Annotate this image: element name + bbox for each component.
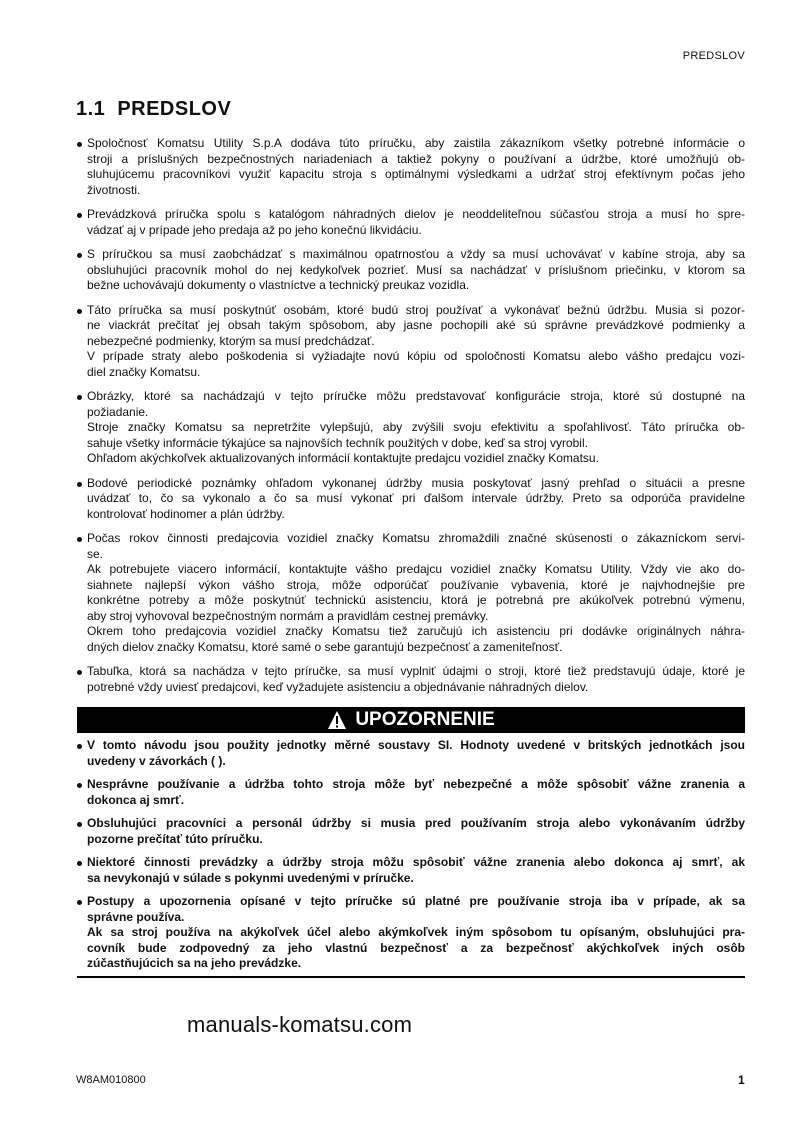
text-line: nebezpečné podmienky, ktorým sa musí predchádzať. xyxy=(87,333,375,348)
text-line: Tabuľka, ktorá sa nachádza v tejto príručke, sa musí vyplniť údajmi o stroji, ktoré tiež predstavujú údaje, ktoré je xyxy=(87,664,745,678)
text-line: covník bude zodpovedný za jeho vlastnú bezpečnosť a za bezpečnosť akýchkoľvek iných osôb xyxy=(87,940,745,955)
text-line: uvádzať to, čo sa vykonalo a čo sa musí vykonať pri ďalšom intervale údržby. Preto sa odporúča pravidelne xyxy=(87,491,745,505)
bullet-icon xyxy=(77,142,82,147)
section-number: 1.1 xyxy=(76,98,106,120)
running-header: PREDSLOV xyxy=(682,50,745,62)
bullet-item xyxy=(87,777,745,808)
warning-triangle-icon xyxy=(327,710,347,730)
bullet-icon xyxy=(77,253,82,258)
bullet-item xyxy=(87,303,745,381)
bullet-icon xyxy=(77,309,82,314)
text-line: Bodové periodické poznámky ohľadom vykonanej údržby musia poskytovať jasný prehľad o situácii a presne xyxy=(87,475,745,490)
bullet-item xyxy=(87,816,745,847)
text-line: zúčastňujúcich sa na jeho prevádzke. xyxy=(87,956,302,970)
text-line: siahnete najlepší výkon vášho stroja, môže odporúčať používanie vybavenia, ktoré je najvhodnejšie pre xyxy=(87,577,745,592)
text-line: Nesprávne používanie a údržba tohto stroja môže byť nebezpečné a môže spôsobiť vážne zranenia a xyxy=(87,777,745,791)
text-line: Ak sa stroj používa na akýkoľvek účel alebo akýmkoľvek iným spôsobom tu opísaným, obsluhujúci pra- xyxy=(87,925,745,939)
bullet-item xyxy=(87,664,745,695)
bullet-item xyxy=(87,738,745,769)
text-line: Spoločnosť Komatsu Utility S.p.A dodáva túto príručku, aby zaistila zákazníkom všetky potrebné informácie o xyxy=(87,136,745,150)
text-line: ne viackrát prečítať jej obsah takým spôsobom, aby jasne pochopili aké sú správne prevádzkové podmienky a xyxy=(87,318,745,332)
text-line: kontrolovať hodinomer a plán údržby. xyxy=(87,506,285,521)
bullet-icon xyxy=(77,822,82,827)
text-line: dokonca aj smrť. xyxy=(87,792,185,807)
section-title xyxy=(76,98,231,121)
text-line: bežne uchovávajú dokumenty o vlastníctve a technický preukaz vozidla. xyxy=(87,278,470,292)
bullet-icon xyxy=(77,482,82,487)
text-line: se. xyxy=(87,546,104,561)
text-line: správne používa. xyxy=(87,909,185,924)
text-line: obsluhujúci pracovník mohol do nej kedykoľvek pozrieť. Musí sa nachádzať v príslušnom priečinku, v ktorom sa xyxy=(87,262,745,277)
text-line: sahuje všetky informácie týkajúce sa najnovších techník použitých v dobe, keď sa stroj vyrobil. xyxy=(87,435,588,450)
text-line: sluhujúcemu pracovníkovi využiť kapacitu stroja s optimálnymi výsledkami a udržať stroj efektívnym počas jeho xyxy=(87,167,745,181)
bullet-item xyxy=(87,531,745,655)
bullet-item xyxy=(87,894,745,972)
text-line: aby stroj vyhovoval bezpečnostným normám a pravidlám cestnej premávky. xyxy=(87,608,489,623)
bullet-item xyxy=(87,136,745,198)
text-line: potrebné vždy uviesť predajcovi, keď vyžadujete asistenciu a objednávanie náhradných dielov. xyxy=(87,679,589,694)
text-line: diel značky Komatsu. xyxy=(87,364,201,379)
text-line: Obsluhujúci pracovníci a personál údržby si musia pred používaním stroja alebo vykonávaním údržby xyxy=(87,816,745,830)
text-line: Ohľadom akýchkoľvek aktualizovaných informácií kontaktujte predajcu vozidiel značky Komatsu. xyxy=(87,451,599,465)
text-line: Niektoré činnosti prevádzky a údržby stroja môžu spôsobiť vážne zranenia alebo dokonca aj smrť, ak xyxy=(87,855,745,869)
preface-bullet-list xyxy=(87,136,745,704)
text-line: Obrázky, ktoré sa nachádzajú v tejto príručke môžu predstavovať konfigurácie stroja, ktoré sú dostupné na xyxy=(87,389,745,403)
watermark: manuals-komatsu.com xyxy=(187,1012,413,1037)
text-line: uvedeny v závorkách ( ). xyxy=(87,753,226,768)
text-line: pozorne prečítať túto príručku. xyxy=(87,831,263,846)
bullet-item xyxy=(87,855,745,886)
bullet-item xyxy=(87,476,745,523)
text-line: S príručkou sa musí zaobchádzať s maximálnou opatrnosťou a vždy sa musí uchovávať v kabíne stroja, aby sa xyxy=(87,247,745,261)
bullet-icon xyxy=(77,213,82,218)
bullet-icon xyxy=(77,537,82,542)
warning-end-rule xyxy=(77,976,745,978)
text-line: Táto príručka sa musí poskytnúť osobám, ktoré budú stroj používať a vykonávať bežnú údržbu. Musia si pozor- xyxy=(87,302,745,317)
document-code: W8AM010800 xyxy=(76,1074,146,1086)
bullet-item xyxy=(87,247,745,294)
bullet-icon xyxy=(77,744,82,749)
text-line: Počas rokov činnosti predajcovia vozidiel značky Komatsu zhromaždili značné skúsenosti o zákazníckom servi- xyxy=(87,531,745,545)
warning-heading: UPOZORNENIE xyxy=(355,709,495,730)
text-line: dných dielov značky Komatsu, ktoré samé o sebe garantujú bezpečnosť a zameniteľnosť. xyxy=(87,639,563,654)
text-line: životnosti. xyxy=(87,182,141,197)
text-line: Ak potrebujete viacero informácií, kontaktujte vášho predajcu vozidiel značky Komatsu Utility. Vždy vie ako do- xyxy=(87,562,745,576)
text-line: požiadanie. xyxy=(87,404,149,419)
text-line: Stroje značky Komatsu sa nepretržite vylepšujú, aby zvýšili svoju efektivitu a spoľahlivosť. Táto príručka ob- xyxy=(87,420,745,434)
page-number: 1 xyxy=(738,1073,745,1087)
bullet-item xyxy=(87,207,745,238)
text-line: V tomto návodu jsou použity jednotky měrné soustavy SI. Hodnoty uvedené v britských jednotkách jsou xyxy=(87,738,745,752)
text-line: Postupy a upozornenia opísané v tejto príručke sú platné pre používanie stroja iba v prípade, ak sa xyxy=(87,894,745,908)
text-line: konkrétne potreby a môže poskytnúť technickú asistenciu, ktorá je potrebná pre akúkoľvek potrebnú výmenu, xyxy=(87,593,745,607)
warning-bullet-list xyxy=(87,738,745,980)
text-line: vádzať aj v prípade jeho predaja až po jeho konečnú likvidáciu. xyxy=(87,222,422,237)
text-line: Okrem toho predajcovia vozidiel značky Komatsu tiež zaručujú ich asistenciu pri dodávke originálnych náhra- xyxy=(87,624,745,638)
bullet-item xyxy=(87,389,745,467)
text-line: V prípade straty alebo poškodenia si vyžiadajte novú kópiu od spoločnosti Komatsu alebo vášho predajcu vozi- xyxy=(87,349,745,363)
warning-banner xyxy=(77,707,745,733)
bullet-icon xyxy=(77,861,82,866)
text-line: Prevádzková príručka spolu s katalógom náhradných dielov je neoddeliteľnou súčasťou stroja a musí ho spre- xyxy=(87,207,745,221)
section-title-text: PREDSLOV xyxy=(117,98,232,120)
bullet-icon xyxy=(77,783,82,788)
bullet-icon xyxy=(77,670,82,675)
bullet-icon xyxy=(77,900,82,905)
text-line: stroji a príslušných bezpečnostných nariadeniach a taktiež pokyny o používaní a údržbe, ktoré umožňujú ob- xyxy=(87,151,745,166)
text-line: sa nevykonajú v súlade s pokynmi uvedenými v príručke. xyxy=(87,870,414,885)
bullet-icon xyxy=(77,395,82,400)
